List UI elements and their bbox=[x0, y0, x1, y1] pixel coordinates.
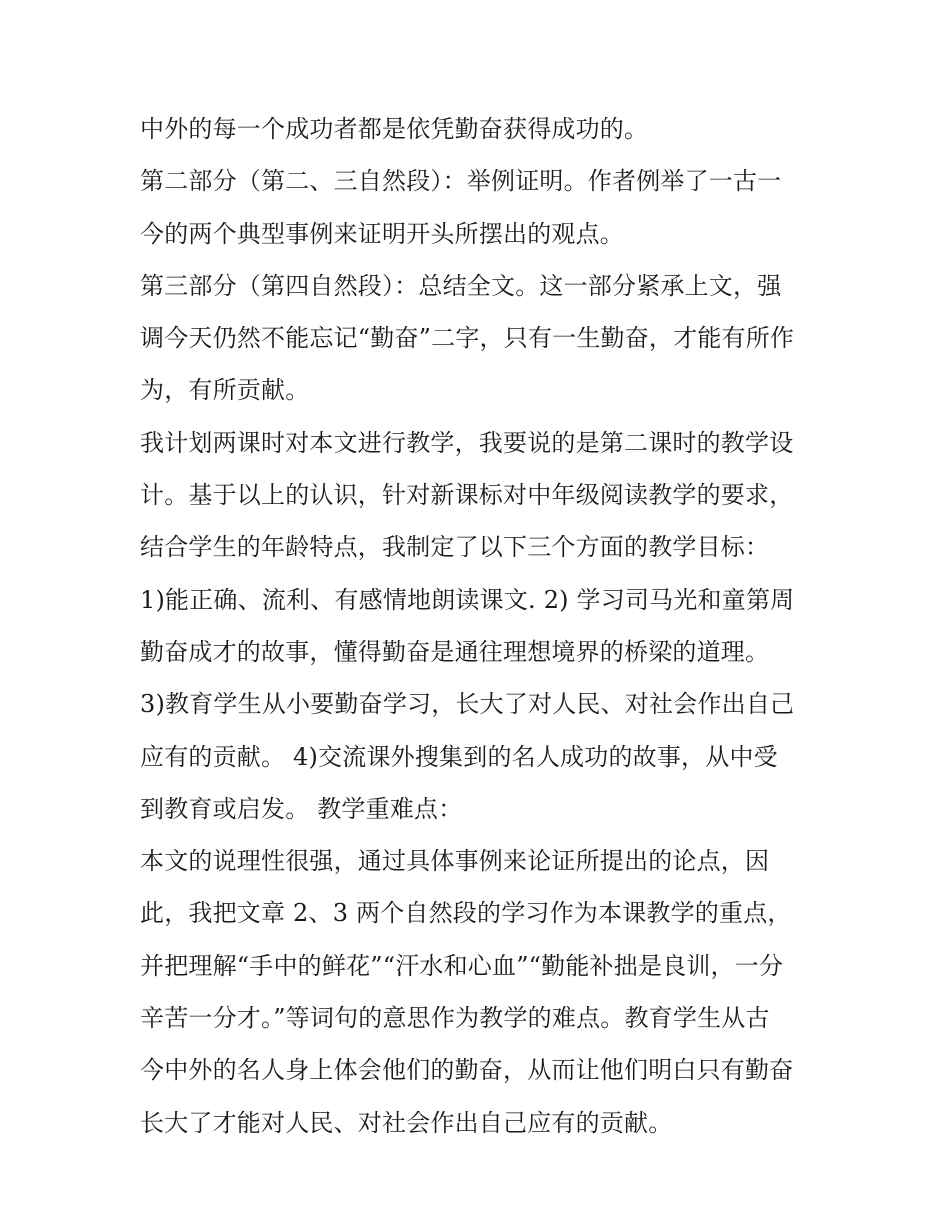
text-line: 今的两个典型事例来证明开头所摆出的观点。 bbox=[140, 219, 624, 248]
text-line: 并把理解“手中的鲜花”“汗水和心血”“勤能补拙是良训，一分 bbox=[140, 951, 784, 980]
text-line: 调今天仍然不能忘记“勤奋”二字，只有一生勤奋，才能有所作 bbox=[140, 324, 795, 353]
text-line: 3)教育学生从小要勤奋学习，长大了对人民、对社会作出自己 bbox=[140, 690, 795, 719]
text-line: 本文的说理性很强，通过具体事例来论证所提出的论点，因 bbox=[140, 847, 770, 876]
text-line: 第二部分（第二、三自然段）：举例证明。作者例举了一古一 bbox=[140, 167, 782, 196]
text-line: 中外的每一个成功者都是依凭勤奋获得成功的。 bbox=[140, 115, 649, 143]
text-line: 计。基于以上的认识，针对新课标对中年级阅读教学的要求， bbox=[140, 481, 794, 510]
text-line: 此，我把文章 2、3 两个自然段的学习作为本课教学的重点， bbox=[140, 899, 792, 928]
text-line: 应有的贡献。 4)交流课外搜集到的名人成功的故事，从中受 bbox=[140, 742, 778, 771]
text-line: 为，有所贡献。 bbox=[140, 376, 310, 405]
text-line: 第三部分（第四自然段）：总结全文。这一部分紧承上文，强 bbox=[140, 271, 782, 300]
document-body bbox=[140, 106, 820, 1152]
text-line: 辛苦一分才。”等词句的意思作为教学的难点。教育学生从古 bbox=[140, 1004, 770, 1033]
text-line: 勤奋成才的故事，懂得勤奋是通往理想境界的桥梁的道理。 bbox=[140, 637, 770, 666]
text-line: 长大了才能对人民、对社会作出自己应有的贡献。 bbox=[140, 1108, 673, 1137]
text-line: 今中外的名人身上体会他们的勤奋，从而让他们明白只有勤奋 bbox=[140, 1056, 794, 1085]
text-line: 1)能正确、流利、有感情地朗读课文. 2) 学习司马光和童第周 bbox=[140, 585, 795, 614]
text-line: 我计划两课时对本文进行教学，我要说的是第二课时的教学设 bbox=[140, 428, 794, 457]
text-line: 到教育或启发。 教学重难点： bbox=[140, 794, 463, 823]
text-line: 结合学生的年龄特点，我制定了以下三个方面的教学目标： bbox=[140, 533, 770, 562]
